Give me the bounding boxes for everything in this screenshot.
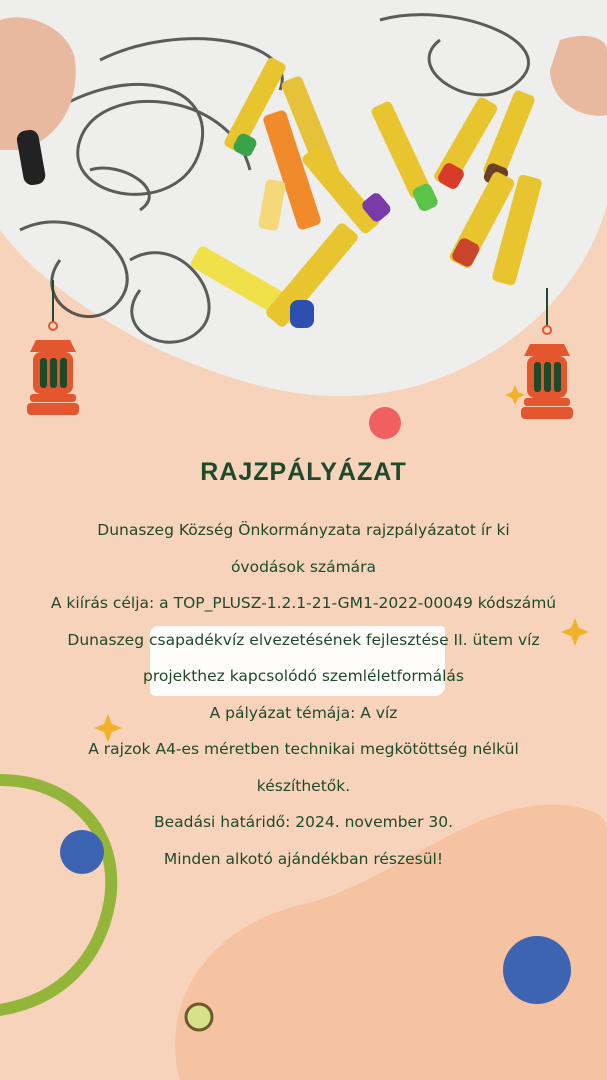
text-line: A pályázat témája: A víz [209,703,398,722]
text-line: készíthetők. [256,776,351,795]
text-line: Dunaszeg csapadékvíz elvezetésének fejlesztése II. ütem víz [67,630,540,649]
text-line: Beadási határidő: 2024. november 30. [153,813,454,831]
text-line: óvodások számára [230,557,377,576]
blue-dot [503,936,571,1004]
lantern-left-icon [27,280,79,415]
small-ring [186,1004,212,1030]
announcement-text [20,512,587,877]
text-line: projekthez kapcsolódó szemléletformálás [143,667,464,685]
text-line: A kiírás célja: a TOP_PLUSZ-1.2.1-21-GM1-2022-00049 kódszámú [50,594,557,612]
text-line: Minden alkotó ajándékban részesül! [163,849,444,868]
page-title: RAJZPÁLYÁZAT [200,458,407,486]
red-dot [369,407,401,439]
text-line: A rajzok A4-es méretben technikai megkötöttség nélkül [88,740,519,758]
text-line: Dunaszeg Község Önkormányzata rajzpályázatot ír ki [97,521,510,539]
sparkle-icon [505,385,525,405]
